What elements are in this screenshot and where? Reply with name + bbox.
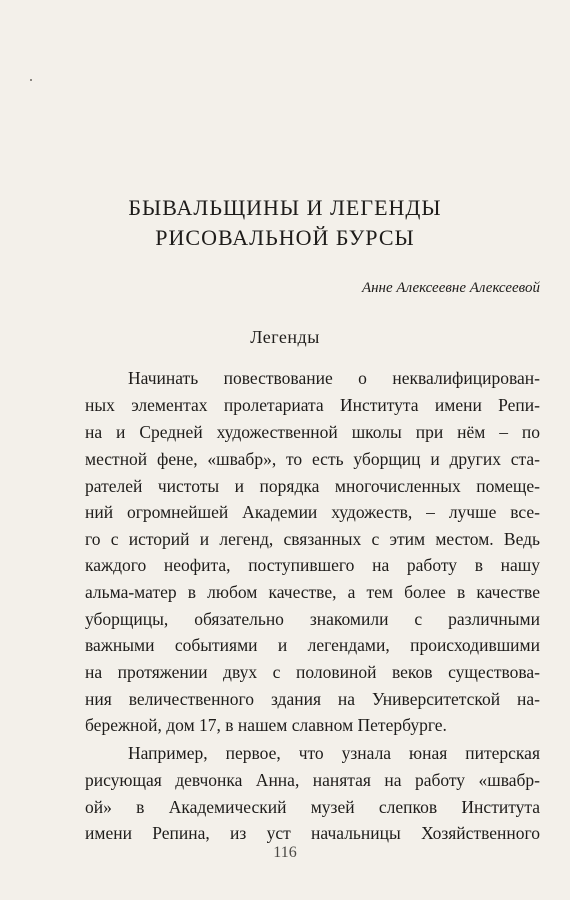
chapter-title [0, 193, 570, 253]
body-line: ных элементах пролетариата Института имени Репи- [85, 395, 540, 415]
body-line: Начинать повествование о неквалифицирован- [128, 368, 540, 388]
body-line: альма-матер в любом качестве, а тем более в качестве [85, 582, 540, 602]
body-line: Например, первое, что узнала юная питерская [128, 743, 540, 763]
body-line: ний огромнейшей Академии художеств, – лучше все- [85, 502, 540, 522]
paper-speck [30, 79, 32, 81]
body-line: имени Репина, из уст начальницы Хозяйственного [85, 823, 540, 843]
body-line: ния величественного здания на Университетской на- [85, 689, 540, 709]
body-line: важными событиями и легендами, происходившими [85, 635, 540, 655]
dedication: Анне Алексеевне Алексеевой [361, 280, 540, 296]
body-line: на и Средней художественной школы при нём – по [85, 422, 540, 442]
section-heading: Легенды [250, 327, 320, 347]
body-line: каждого неофита, поступившего на работу в нашу [85, 555, 540, 575]
body-line: го с историй и легенд, связанных с этим местом. Ведь [85, 529, 540, 549]
body-line: ой» в Академический музей слепков Института [85, 797, 540, 817]
chapter-title-line-2: РИСОВАЛЬНОЙ БУРСЫ [155, 225, 415, 250]
chapter-title-line-1: БЫВАЛЬЩИНЫ И ЛЕГЕНДЫ [128, 195, 442, 220]
body-line: уборщицы, обязательно знакомили с различными [85, 609, 540, 629]
body-line: рисующая девчонка Анна, нанятая на работу «швабр- [85, 770, 540, 790]
body-line: бережной, дом 17, в нашем славном Петербурге. [85, 715, 447, 735]
body-line: рателей чистоты и порядка многочисленных помеще- [85, 476, 540, 496]
page-number: 116 [273, 844, 297, 861]
body-line: на протяжении двух с половиной веков существова- [85, 662, 540, 682]
body-line: местной фене, «швабр», то есть уборщиц и других ста- [85, 449, 540, 469]
